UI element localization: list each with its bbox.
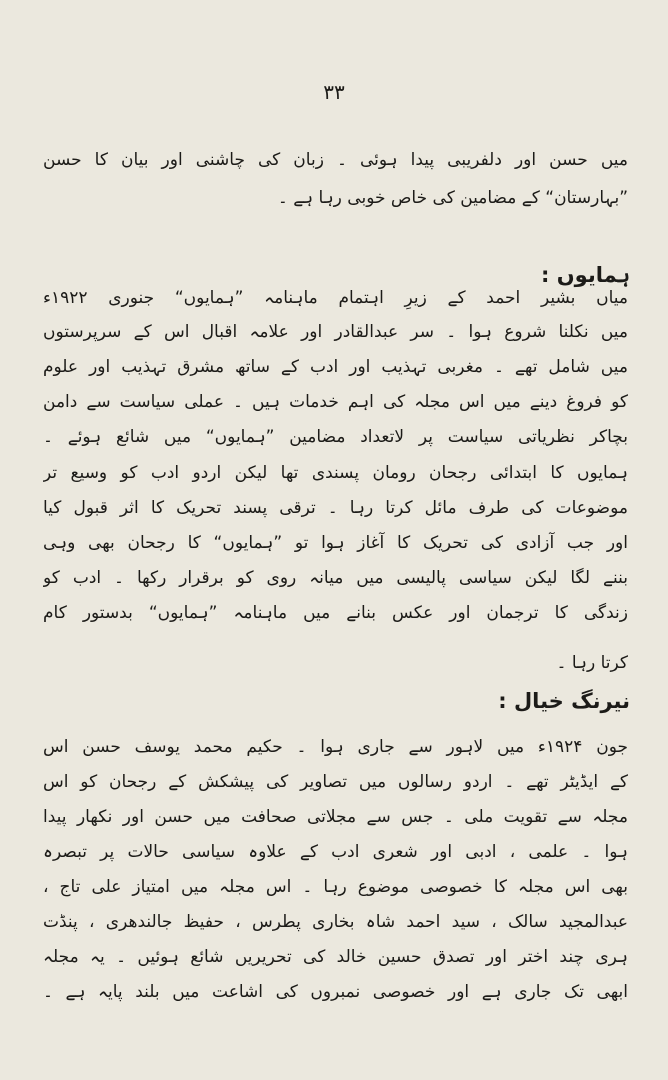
text-line: ”بہارستان“ کے مضامین کی خاص خوبی رہا ہے ۔	[277, 188, 628, 208]
text-line: میاں بشیر احمد کے زیرِ اہتمام ماہنامہ ”ہمایوں“ جنوری ۱۹۲۲ء	[43, 288, 628, 308]
section-heading-nairang-khayal: نیرنگ خیال :	[498, 689, 630, 713]
text-line: جون ۱۹۲۴ء میں لاہور سے جاری ہوا ۔ حکیم محمد یوسف حسن اس	[43, 737, 628, 757]
text-line: اور جب آزادی کی تحریک کا آغاز ہوا تو ”ہمایوں“ کا رجحان بھی وہی	[43, 533, 628, 553]
text-line: ابھی تک جاری ہے اور خصوصی نمبروں کی اشاعت میں بلند پایہ ہے ۔	[43, 982, 628, 1002]
text-line: مجلہ سے تقویت ملی ۔ جس سے مجلاتی صحافت میں حسن اور نکھار پیدا	[43, 807, 628, 827]
text-line: میں نکلنا شروع ہوا ۔ سر عبدالقادر اور علامہ اقبال اس کے سرپرستوں	[43, 322, 628, 342]
text-line: کرتا رہا ۔	[556, 653, 628, 673]
page-number: ۳۳	[323, 80, 345, 104]
text-line: بچاکر نظریاتی سیاست پر لاتعداد مضامین ”ہمایوں“ میں شائع ہوئے ۔	[43, 427, 628, 447]
section-heading-humayun: ہمایوں :	[541, 263, 630, 287]
text-line: میں حسن اور دلفریبی پیدا ہوئی ۔ زبان کی چاشنی اور بیان کا حسن	[43, 150, 628, 170]
text-line: کے ایڈیٹر تھے ۔ اردو رسالوں میں تصاویر کی پیشکش کے رجحان کو اس	[43, 772, 628, 792]
text-line: کو فروغ دینے میں اس مجلہ کی اہم خدمات ہیں ۔ عملی سیاست سے دامن	[43, 392, 628, 412]
text-line: عبدالمجید سالک ، سید احمد شاہ بخاری پطرس ، حفیظ جالندھری ، پنڈت	[43, 912, 628, 932]
text-line: میں شامل تھے ۔ مغربی تہذیب اور ادب کے ساتھ مشرق تہذیب اور علوم	[43, 357, 628, 377]
text-line: بننے لگا لیکن سیاسی پالیسی میں میانہ روی کو برقرار رکھا ۔ ادب کو	[43, 568, 628, 588]
text-line: بھی اس مجلہ کا خصوصی موضوع رہا ۔ اس مجلہ میں امتیاز علی تاج ،	[43, 877, 628, 897]
text-line: ہمایوں کا ابتدائی رجحان رومان پسندی تھا لیکن اردو ادب کو وسیع تر	[43, 463, 628, 483]
text-line: ہوا ۔ علمی ، ادبی اور شعری ادب کے علاوہ سیاسی حالات پر تبصرہ	[43, 842, 628, 862]
text-line: موضوعات کی طرف مائل کرتا رہا ۔ ترقی پسند تحریک کا اثر قبول کیا	[43, 498, 628, 518]
text-line: زندگی کا ترجمان اور عکس بنانے میں ماہنامہ ”ہمایوں“ بدستور کام	[43, 603, 628, 623]
text-line: ہری چند اختر اور تصدق حسین خالد کی تحریریں شائع ہوئیں ۔ یہ مجلہ	[43, 947, 628, 967]
